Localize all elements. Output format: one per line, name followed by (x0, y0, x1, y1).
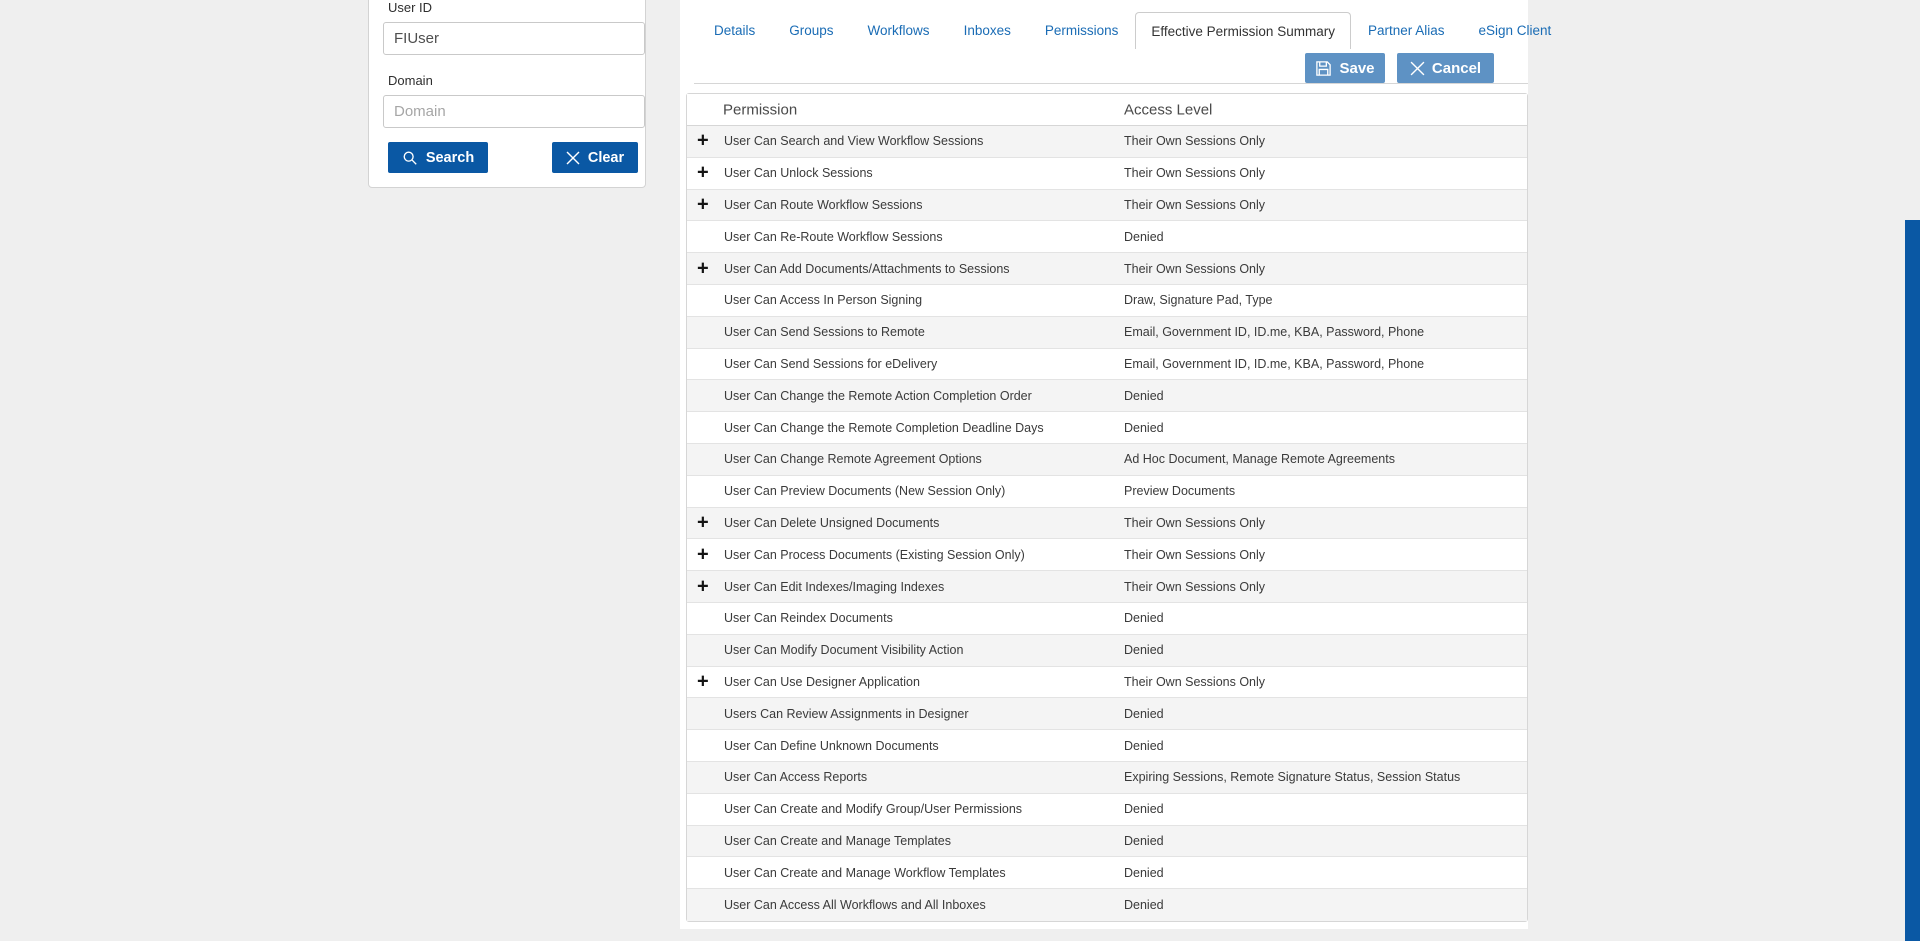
permission-name: User Can Send Sessions to Remote (724, 325, 925, 340)
tab-details[interactable]: Details (714, 23, 756, 38)
access-level-value: Email, Government ID, ID.me, KBA, Password, Phone (1124, 356, 1425, 371)
table-row (687, 698, 1527, 730)
table-row (687, 412, 1527, 444)
access-level-value: Draw, Signature Pad, Type (1124, 293, 1273, 308)
access-level-value: Denied (1124, 802, 1164, 817)
access-level-value: Denied (1124, 229, 1164, 244)
table-row (687, 317, 1527, 349)
permission-name: User Can Delete Unsigned Documents (724, 515, 940, 530)
access-level-value: Their Own Sessions Only (1124, 261, 1266, 276)
right-edge-scrollbar[interactable] (1905, 220, 1920, 941)
access-level-value: Expiring Sessions, Remote Signature Status, Session Status (1124, 770, 1461, 785)
clear-button-label: Clear (587, 149, 625, 166)
permission-name: User Can Define Unknown Documents (724, 738, 939, 753)
column-header-access-level: Access Level (1124, 101, 1213, 118)
main-panel (680, 0, 1552, 929)
table-header (687, 94, 1527, 126)
permission-table-body (687, 126, 1527, 921)
access-level-value: Their Own Sessions Only (1124, 515, 1266, 530)
domain-label: Domain (388, 73, 433, 88)
permission-name: User Can Access Reports (724, 770, 868, 785)
table-row (687, 889, 1527, 921)
access-level-value: Email, Government ID, ID.me, KBA, Password, Phone (1124, 325, 1425, 340)
table-row (687, 857, 1527, 889)
tab-inboxes[interactable]: Inboxes (963, 23, 1011, 38)
permission-name: User Can Access All Workflows and All Inboxes (724, 898, 986, 913)
access-level-value: Denied (1124, 420, 1164, 435)
permission-name: User Can Create and Manage Workflow Templates (724, 865, 1006, 880)
expand-plus-icon[interactable]: + (697, 511, 709, 534)
x-icon (566, 151, 580, 165)
permission-name: User Can Preview Documents (New Session Only) (724, 484, 1006, 499)
column-header-permission: Permission (723, 101, 798, 118)
clear-button[interactable] (552, 142, 638, 173)
user-id-label: User ID (388, 0, 433, 15)
table-row (687, 221, 1527, 253)
table-row (687, 571, 1527, 603)
tab-partner-alias[interactable]: Partner Alias (1367, 23, 1445, 38)
access-level-value: Denied (1124, 388, 1164, 403)
access-level-value: Their Own Sessions Only (1124, 579, 1266, 594)
expand-plus-icon[interactable]: + (697, 543, 709, 566)
access-level-value: Their Own Sessions Only (1124, 547, 1266, 562)
table-row (687, 476, 1527, 508)
access-level-value: Denied (1124, 898, 1164, 913)
access-level-value: Their Own Sessions Only (1124, 197, 1266, 212)
cancel-button-label: Cancel (1431, 59, 1482, 77)
search-button-label: Search (425, 149, 475, 166)
permission-name: User Can Change the Remote Completion Deadline Days (724, 420, 1044, 435)
floppy-disk-icon (1315, 60, 1332, 77)
permission-name: User Can Access In Person Signing (724, 293, 923, 308)
access-level-value: Denied (1124, 833, 1164, 848)
permission-name: User Can Change the Remote Action Completion Order (724, 388, 1032, 403)
save-button-label: Save (1339, 59, 1375, 77)
table-row (687, 635, 1527, 667)
expand-plus-icon[interactable]: + (697, 670, 709, 693)
cancel-button[interactable] (1397, 53, 1494, 83)
table-row (687, 539, 1527, 571)
save-button[interactable] (1305, 53, 1385, 83)
permission-name: User Can Process Documents (Existing Session Only) (724, 547, 1025, 562)
user-search-panel (368, 0, 646, 188)
search-icon (402, 150, 418, 166)
toolbar-divider (694, 83, 1528, 84)
permission-name: Users Can Review Assignments in Designer (724, 706, 969, 721)
search-button[interactable] (388, 142, 488, 173)
permission-table (686, 93, 1528, 922)
table-row (687, 603, 1527, 635)
permission-name: User Can Change Remote Agreement Options (724, 452, 982, 467)
table-row (687, 730, 1527, 762)
table-row (687, 158, 1527, 190)
access-level-value: Denied (1124, 738, 1164, 753)
permission-name: User Can Create and Manage Templates (724, 833, 951, 848)
table-row (687, 444, 1527, 476)
table-row (687, 826, 1527, 858)
table-row (687, 508, 1527, 540)
tab-workflows[interactable]: Workflows (867, 23, 930, 38)
permission-name: User Can Create and Modify Group/User Permissions (724, 802, 1023, 817)
table-row (687, 126, 1527, 158)
expand-plus-icon[interactable]: + (697, 193, 709, 216)
access-level-value: Denied (1124, 611, 1164, 626)
permission-name: User Can Route Workflow Sessions (724, 197, 923, 212)
tab-bar (680, 12, 1552, 49)
table-row (687, 667, 1527, 699)
permission-name: User Can Edit Indexes/Imaging Indexes (724, 579, 945, 594)
access-level-value: Denied (1124, 643, 1164, 658)
access-level-value: Preview Documents (1124, 484, 1236, 499)
access-level-value: Their Own Sessions Only (1124, 166, 1266, 181)
expand-plus-icon[interactable]: + (697, 257, 709, 280)
expand-plus-icon[interactable]: + (697, 129, 709, 152)
table-row (687, 380, 1527, 412)
table-row (687, 794, 1527, 826)
access-level-value: Denied (1124, 865, 1164, 880)
access-level-value: Denied (1124, 706, 1164, 721)
user-id-input[interactable] (383, 22, 645, 55)
permission-name: User Can Re-Route Workflow Sessions (724, 229, 943, 244)
x-icon (1410, 61, 1425, 76)
table-row (687, 349, 1527, 381)
table-row (687, 253, 1527, 285)
tab-effective-permission-summary[interactable]: Effective Permission Summary (1135, 12, 1351, 49)
permission-name: User Can Add Documents/Attachments to Sessions (724, 261, 1010, 276)
tab-permissions[interactable]: Permissions (1044, 23, 1119, 38)
domain-input[interactable] (383, 95, 645, 128)
permission-name: User Can Send Sessions for eDelivery (724, 356, 938, 371)
tab-esign-client[interactable]: eSign Client (1478, 23, 1552, 38)
expand-plus-icon[interactable]: + (697, 161, 709, 184)
access-level-value: Their Own Sessions Only (1124, 134, 1266, 149)
permission-name: User Can Unlock Sessions (724, 166, 873, 181)
expand-plus-icon[interactable]: + (697, 575, 709, 598)
access-level-value: Their Own Sessions Only (1124, 674, 1266, 689)
permission-name: User Can Reindex Documents (724, 611, 893, 626)
tab-groups[interactable]: Groups (789, 23, 834, 38)
permission-name: User Can Modify Document Visibility Action (724, 643, 964, 658)
permission-name: User Can Use Designer Application (724, 674, 920, 689)
permission-name: User Can Search and View Workflow Sessions (724, 134, 984, 149)
table-row (687, 285, 1527, 317)
table-row (687, 762, 1527, 794)
access-level-value: Ad Hoc Document, Manage Remote Agreements (1124, 452, 1395, 467)
table-row (687, 190, 1527, 222)
